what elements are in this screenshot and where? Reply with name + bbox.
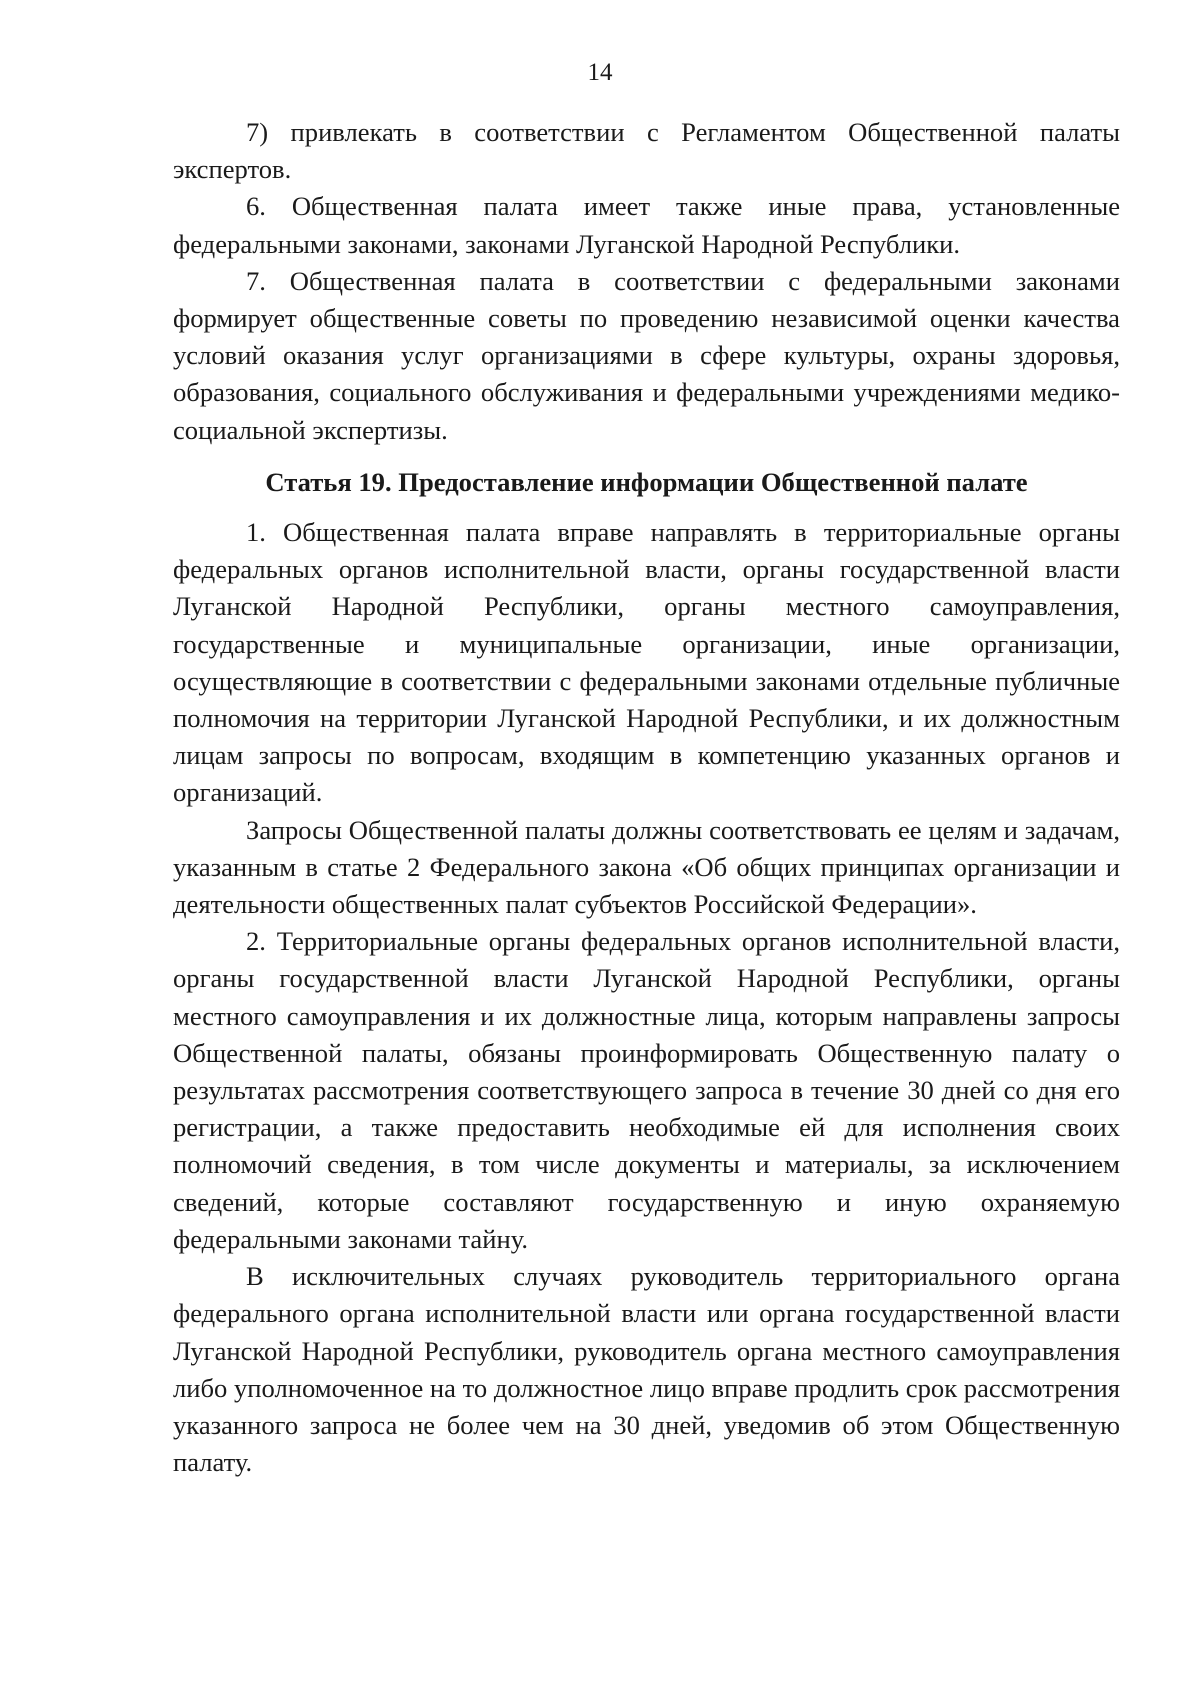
paragraph-item-7: 7) привлекать в соответствии с Регламентом Общественной палаты экспертов. (173, 117, 1120, 185)
paragraph-article19-part2: 2. Территориальные органы федеральных органов исполнительной власти, органы государственной власти Луганской Народной Республики, органы местного самоуправления и их должностные лица, которым направлены запросы Общественной палаты, обязаны проинформировать Общественную палату о результатах рассмотрения соответствующего запроса в течение 30 дней со дня его регистрации, а также предоставить необходимые ей для исполнения своих полномочий сведения, в том числе документы и материалы, за исключением сведений, которые составляют государственную и иную охраняемую федеральными законами тайну. (173, 926, 1120, 1254)
paragraph-article19-part1: 1. Общественная палата вправе направлять в территориальные органы федеральных органов исполнительной власти, органы государственной власти Луганской Народной Республики, органы местного самоуправления, государственные и муниципальные организации, иные организации, осуществляющие в соответствии с федеральными законами отдельные публичные полномочия на территории Луганской Народной Республики, и их должностным лицам запросы по вопросам, входящим в компетенцию указанных органов и организаций. (173, 517, 1120, 808)
article-heading: Статья 19. Предоставление информации Общественной палате (265, 466, 1028, 497)
paragraph-article19-requests: Запросы Общественной палаты должны соответствовать ее целям и задачам, указанным в статье 2 Федерального закона «Об общих принципах организации и деятельности общественных палат субъектов Российской Федерации». (173, 814, 1120, 920)
paragraph-7: 7. Общественная палата в соответствии с федеральными законами формирует общественные советы по проведению независимой оценки качества условий оказания услуг организациями в сфере культуры, охраны здоровья, образования, социального обслуживания и федеральными учреждениями медико-социальной экспертизы. (173, 265, 1120, 445)
page-number: 14 (587, 59, 613, 86)
paragraph-article19-extension: В исключительных случаях руководитель территориального органа федерального органа исполнительной власти или органа государственной власти Луганской Народной Республики, руководитель органа местного самоуправления либо уполномоченное на то должностное лицо вправе продлить срок рассмотрения указанного запроса не более чем на 30 дней, уведомив об этом Общественную палату. (173, 1261, 1120, 1478)
document-body (173, 114, 1120, 1481)
paragraph-6: 6. Общественная палата имеет также иные права, установленные федеральными законами, законами Луганской Народной Республики. (173, 191, 1120, 259)
